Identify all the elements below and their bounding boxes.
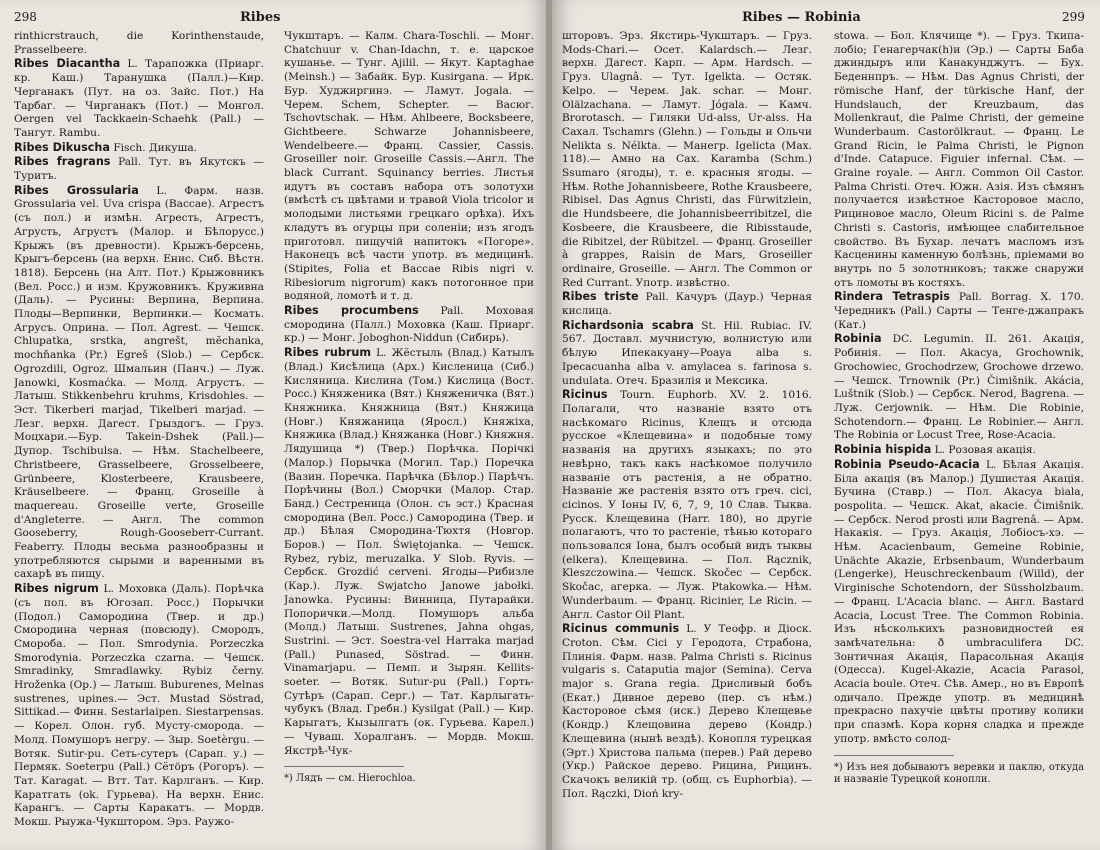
headword: Robinia bbox=[834, 332, 882, 346]
headword: Robinia Pseudo-Acacia bbox=[834, 457, 980, 471]
page-number-right: 299 bbox=[1062, 10, 1085, 24]
entry: Ribes Dikuscha Fisch. Дикуша. bbox=[14, 140, 198, 154]
footnote: *) Лядъ — см. Hierochloa. bbox=[284, 773, 416, 785]
entry: stowa. — Бол. Клячище *). — Груз. Ткипа-лобіо; Генагерчак(h)и (Эр.) — Сарты Баба джиндыръ или Канакунджутъ. — Бух. Беденнпръ. — Нѣм. Das Agnus Christi, der römische Hanf, der türkische Hanf, der Hundslauch, der Kreuzbaum, das Mollenkraut, die Palme Christi, der gemeine Wunderbaum. Castorölkraut. — Франц. Le Grand Ricin, le Palma Christi, le Pignon d'Inde. Catapuce. Figuier infernal. Сѣм. — Graine royale. — Англ. Common Oil Castor. Palma Christi. Отеч. Южн. Азія. Изъ сѣмянъ получается извѣстное Касторовое масло, Рициновое масло, Oleum Ricini s. de Palme Christi s. Castoris, имѣющее слабительное свойство. Въ Бухар. лечатъ масломъ изъ Касценины каменную болѣзнь, пріемами во внутрь по 5 золотниковъ; также снаружи отъ ломоты въ костяхъ. bbox=[834, 30, 1084, 289]
right-page bbox=[552, 0, 1100, 850]
entry: шторовъ. Эрз. Якстирь-Чукштаръ. — Груз. Mods-Chari.— Осет. Kalardsch.— Лезг. верхн. Дагест. Карп. — Арм. Hardsch. — Груз. Ulagnâ. — Тут. Igelkta. — Остяк. Kelpo. — Черем. Jak. schar. — Монг. Olälzachana. — Ламут. Jógala. — Камч. Brorotasch. — Гиляки Ud-alss, Ur-alss. На Сахал. Tschamrs (Glehn.) — Гольды и Ольчи Nelikta s. Nélkta. — Манегр. Igelicta (Max. 118).— Амно на Сах. Karamba (Schm.) Ssumaro (ягоды), т. е. красныя ягоды. — Нѣм. Rothe Johannisbeere, Rothe Krausbeere, Ribisel. Das Agnus Christi, das Fürwitzlein, die Hundsbeere, die Johannisbeerribitzel, die Kosbeere, die Krausbeere, die Ribisstaude, die Ribitzel, der Rübitzel. — Франц. Groseiller à grappes, Raisin de Mars, Groseiller ordinaire, Groseille. — Англ. The Common or Red Currant. Употр. извѣстно. bbox=[562, 30, 812, 289]
entry: Robinia DC. Legumin. II. 261. Акація, Робинія. — Пол. Akacya, Grochownik, Grochowiec, Grochodrzew, Grochowe drzewo. — Чешск. Trnownik (Pr.) Čimišnik. Akácia, Luštnik (Slob.) — Сербск. Nerod, Bagrena. — Луж. Cerjownik. — Нѣм. Die Robinie, Schotendorn.— Франц. Le Robinier.— Англ. The Robinia or Locust Tree, Rose-Acacia. bbox=[834, 332, 1084, 442]
entry: Ricinus Tourn. Euphorb. XV. 2. 1016. Полагали, что названіе взято отъ насѣкомаго Ricinus, Клещъ и отсюда русское «Клещевина» и подобные тому названія на другихъ языкахъ; по это невѣрно, такъ какъ насѣкомое получило названіе отъ растенія, а не обратно. Названіе же растенія взято отъ греч. cici, cicinos. У Іоны IV, 6, 7, 9, 10 Слав. Тыква. Русск. Клещевина (Harr. 180), но другіе полагаютъ, что то растеніе, тѣнью котораго пользовался Іона, былъ особый видъ тыквы (elkera). Клещевина. — Пол. Rącznik, Kleszczowina.— Чешск. Skočec — Сербск. Skočac, агерка. — Луж. Ptakowka.— Нѣм. Wunderbaum. — Франц. Ricinier, Le Ricin. — Англ. Castor Oil Plant. bbox=[562, 388, 812, 621]
headword: Richardsonia scabra bbox=[562, 318, 694, 332]
page-number-left: 298 bbox=[14, 10, 37, 24]
headword: Ricinus communis bbox=[562, 622, 680, 636]
left-column-1 bbox=[14, 30, 264, 830]
headword: Ribes triste bbox=[562, 290, 639, 304]
headword: Ribes fragrans bbox=[14, 155, 111, 169]
entry: Robinia hispida L. Розовая акація. bbox=[834, 443, 1036, 457]
footnote-rule bbox=[284, 766, 404, 767]
headword: Ribes Diacantha bbox=[14, 57, 121, 71]
footnote-rule bbox=[834, 755, 954, 756]
footnote: *) Изъ нея добываютъ веревки и паклю, откуда и названіе Турецкой конопли. bbox=[834, 761, 1084, 786]
headword: Ribes nigrum bbox=[14, 582, 99, 596]
right-column-1 bbox=[562, 30, 812, 830]
entry: Ribes nigrum L. Моховка (Даль). Порѣчка (съ пол. въ Югозап. Росс.) Порычки (Подол.) Самородина (Твер. и др.) Смородина черная (повсюду). Смородъ, Смороба. — Пол. Smrodynia. Porzeczka Smorodynia. Porzeczka czarna. — Чешск. Smradinky, Smradlawky. Rybiz černy. Hroženka (Op.) — Латыш. Buburenes, Melnas sustrenes, upines.— Эст. Mustad Söstrad, Sittikad.— Финн. Sestarlaipen. Siestarpensas. — Корел. Олон. губ. Мусту-сморода. — Молд. Помушоръ негру. — Зыр. Soetèrgu. — Вотяк. Sutir-pu. Сеть-сутеръ (Сарап. у.) — Пермяк. Soeterpu (Pall.) Сётöръ (Рогоръ). — Тат. Karagat. — Втт. Тат. Карлганъ. — Кир. Каратгать (оk. Гурьева). На верхн. Енис. Карангъ. — Сарты Каракатъ. — Мордв. Мокш. Рыужа-Чукштором. Эрз. Раужо- bbox=[14, 582, 264, 829]
entry: Ribes fragrans Pall. Тут. въ Якутскъ — Туритъ. bbox=[14, 155, 264, 183]
entry: Ricinus communis L. У Теофр. и Діоск. Croton. Сѣм. Cici у Геродота, Страбона, Плинія. Фарм. назв. Palma Christi s. Ricinus vulgaris s. Cataputia major (Semina). Cerva major s. Grana regia. Дрисливый бобъ (Екат.) Дивное дерево (пер. съ нѣм.) Касторовое сѣмя (иск.) Дерево Клещевье (Кондр.) Клещовина дерево (Кондр.) Клещевина (нынѣ вездѣ). Конопля турецкая (Эрт.) Христова пальма (перев.) Рай дерево (Укр.) Райское дерево. Рицина, Рицинъ. Скачокъ великій тр. (общ. съ Euphorbia). — Пол. Rączki, Dioń kry- bbox=[562, 622, 812, 800]
running-head-right: Ribes — Robinia bbox=[742, 10, 861, 25]
headword: Ricinus bbox=[562, 388, 608, 402]
headword: Robinia hispida bbox=[834, 443, 932, 457]
entry: Ribes rubrum L. Жёстыль (Влад.) Катылъ (Влад.) Кисѣлица (Арх.) Кисленица (Сиб.) Кисляница. Кислина (Том.) Кислица (Вост. Росс.) Княженика (Вят.) Княженичка (Вят.) Княжника. Княжница (Вят.) Княжица (Новг.) Княжаница (Яросл.) Княжіха, Княжика (Влад.) Княжанка (Новг.) Княжня. Лядушица *) (Твер.) Порѣчка. Порiчкi (Малор.) Порычка (Могил. Тар.) Поречка (Вазин. Поречка. Парѣчка (Бѣлор.) Парѣчъ. Порѣчины (Вол.) Сморчки (Малор. Стар. Банд.) Сестреница (Олон. съ эст.) Красная смородина (Вел. Росс.) Самородина (Твер. и др.) Бѣлая Смородина-Тюхтя (Новгор. Боров.) — Пол. Świętojanka. — Чешск. Rybez, rybiz, meruzalka. У Slob. Ryvis. — Сербск. Grozdić cerveni. Ягоды—Рибизле (Кар.). Луж. Swjatcho Janowe jabołki. Janowka. Русины: Винница, Путарайки. Попорички.—Молд. Помушоръ альба (Молд.) Латыш. Sustrenes, Jahna ohgas, Sustrini. — Эст. Soestra-vel Harraka marjad (Pall.) Punased, Söstrad. — Финн. Vinamarjapu. — Пемп. и Зырян. Kellits-soeter. — Вотяк. Sutur-pu (Pall.) Горть-Сутѣръ (Сарап. Серг.) — Тат. Карлыгать-чубукъ (Влад. Гребн.) Kysilgat (Pall.) — Кир. Карыгатъ, Кызылгатъ (ок. Гурьева. Карел.) — Чуваш. Хоралганъ. — Мордв. Мокш. Якстрѣ-Чук- bbox=[284, 346, 534, 757]
entry: Richardsonia scabra St. Hil. Rubiac. IV. 567. Доставл. мучнистую, волнистую или бѣлую Ипекакуану—Poaya alba s. Ipecacuanha alba v. amylacea s. farinosa s. undulata. Отеч. Бразилія и Мексика. bbox=[562, 318, 812, 387]
left-page bbox=[0, 0, 548, 850]
headword: Ribes Grossularia bbox=[14, 183, 139, 197]
entry: Ribes triste Pall. Качуръ (Даур.) Черная кислица. bbox=[562, 290, 812, 318]
entry: Rindera Tetraspis Pall. Borrag. X. 170. Чередникъ (Pall.) Сарты — Тенге-джапракъ (Кат.) bbox=[834, 290, 1084, 331]
entry: Чукштаръ. — Калм. Chara-Toschli. — Монг. Chatchuur v. Chan-Idachn, т. е. царское кушанье. — Тунг. Ajilil. — Якут. Kaptaghae (Meinsh.) — Забайк. Бур. Kusirgana. — Ирк. Бур. Худжиргинэ. — Ламут. Jogala. — Черем. Schem, Schepter. — Васюг. Tschovtschak. — Нѣм. Ahlbeere, Bocksbeere, Gichtbeere. Schwarze Johannisbeere, Wendelbeere.— Франц. Cassier, Cassis. Groseiller noir. Groseille Cassis.—Англ. The black Currant. Squinancy berries. Листья идутъ въ составъ набора отъ золотухи (вмѣстѣ съ цвѣтами и травой Viola tricolor и молодыми листьями грецкаго орѣха). Ихъ кладутъ въ огурцы при соленіи; изъ ягодъ приготовл. пищучій напитокъ «Погоре». Наконецъ всѣ части употр. въ медицинѣ. (Stipites, Folia et Baccae Ribis nigri v. Ribesiorum nigrorum) какъ потогонное при водяной, ломотѣ и т. д. bbox=[284, 30, 534, 303]
headword: Ribes procumbens bbox=[284, 304, 419, 318]
headword: Rindera Tetraspis bbox=[834, 290, 950, 304]
entry: Robinia Pseudo-Acacia L. Бѣлая Акація. Біла акація (въ Малор.) Душистая Акація. Бучина (Ставр.) — Пол. Akacya biala, pospolita. — Чешск. Akat, akacie. Čimišnik. — Сербск. Nerod prosti или Bagrenâ. — Арм. Накакія. — Груз. Акація, Лобіосъ-хэ. — Нѣм. Acacienbaum, Gemeine Robinie, Unächte Akazie, Erbsenbaum, Wunderbaum (Lengerke), Heuschreckenbaum (Willd), der Virginische Schotendorn, der Süssholzbaum. — Франц. L'Acacia blanc. — Англ. Bastard Acacia, Locust Tree. The Common Robinia. Изъ нѣсколькихъ разновидностей ея замѣчательна: ð umbraculifera DC. Зонтичная Акація, Парасольная Акація (Одесса). Kugel-Akazie, Acacia Parasol, Acacia boule. Отеч. Сѣв. Амер., но въ Европѣ одичало. Прежде употр. въ медицинѣ прекрасно пахучіе цвѣты противу колики при спазмѣ. Кора корня сладка и прежде употр. вмѣсто солод- bbox=[834, 457, 1084, 745]
right-column-2 bbox=[834, 30, 1084, 830]
left-column-2 bbox=[284, 30, 534, 830]
headword: Ribes rubrum bbox=[284, 346, 371, 360]
entry: rinthicrstrauch, die Korinthenstaude, Prasselbeere. bbox=[14, 30, 264, 56]
entry: Ribes Diacantha L. Тарапожка (Приарг. кр. Каш.) Таранушка (Палл.)—Кир. Черганакъ (Пут. на оз. Зайс. Пот.) На Тарбаг. — Чирганакъ (Пот.) — Монгол. Oergen vel Tackkaein-Schaehk (Pall.) — Тангут. Rambu. bbox=[14, 57, 264, 139]
entry: Ribes procumbens Pall. Моховая смородина (Палл.) Моховка (Каш. Приарг. кр.) — Монг. Joboghon-Niddun (Сибирь). bbox=[284, 304, 534, 345]
entry: Ribes Grossularia L. Фарм. назв. Grossularia vel. Uva crispa (Baccae). Агрестъ (съ пол.) и измѣн. Агресть, Агрестъ, Агрусть, Агрустъ (Малор. и Бѣлорусс.) Крыжъ (въ древности). Крыжъ-берсень, Крыгъ-берсень (на верхн. Енис. Сиб. Вѣстн. 1818). Берсень (на Алт. Пот.) Крыжовникъ (Вел. Росс.) и изм. Кружовникъ. Круживна (Даль). — Русины: Верпина, Верпина. Плоды—Верпинки, Верпинки.— Космать. Агрусъ. Оприна. — Пол. Agrest. — Чешск. Chlupatka, srstka, angrešt, mĕchanka, mochňanka (Pr.) Egreš (Slob.) — Сербск. Ogrozdili, Ogroz. Шмальин (Панч.) — Луж. Janowki, Kosmaćka. — Молд. Агрустъ. — Латыш. Stikkenbehru kruhms, Krisdohles. — Эст. Tikerberi marjad, Tikelberi marjad. — Лезг. верхн. Дагест. Грыздогъ. — Груз. Моцхари.—Бур. Takein-Dshek (Pall.)— Дупор. Tschibulsa. — Нѣм. Stachelbeere, Christbeere, Grasselbeere, Grosselbeere, Grünbeere, Klosterbeere, Krausbeere, Kräuselbeere. — Франц. Groseille à maquereau. Groseille verte, Groseille d'Angleterre. — Англ. The common Gooseberry, Rough-Goosebеrr-Currant. Feaberry. Плоды весьма разнообразны и употребляются сырыми и варенными въ сахарѣ въ пищу. bbox=[14, 183, 264, 581]
headword: Ribes Dikuscha bbox=[14, 140, 110, 154]
running-head-left: Ribes bbox=[240, 10, 281, 25]
